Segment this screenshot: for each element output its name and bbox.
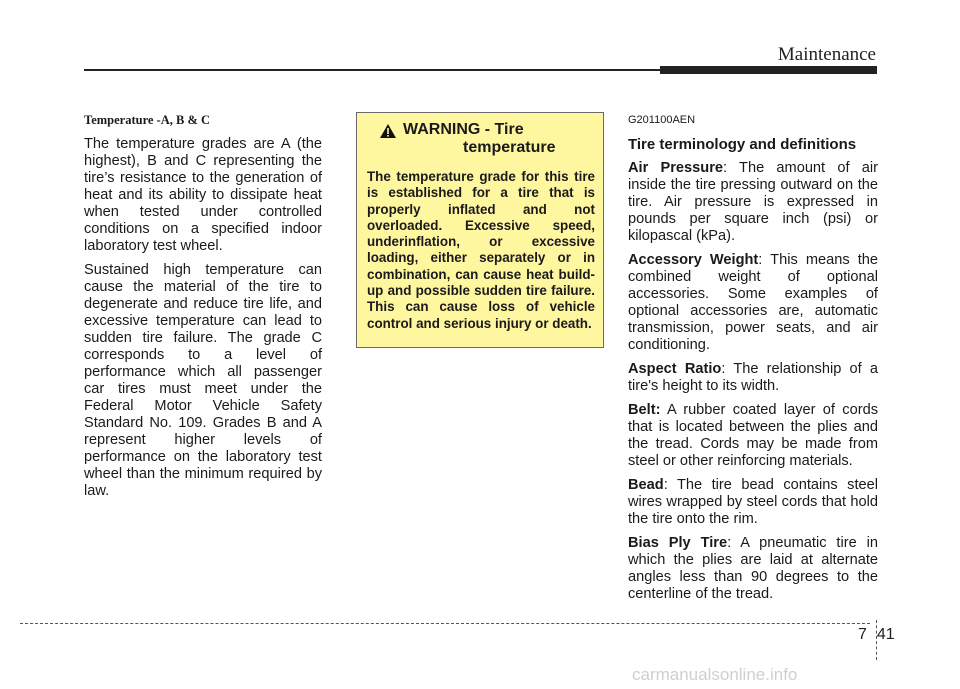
definition-text: : The amount of air inside the tire pressing outward on the tire. Air pressure is expressed in pounds per square inch (psi) or kilopascal (kPa). <box>628 160 878 244</box>
warning-header <box>367 121 595 165</box>
chapter-number: 7 <box>858 626 867 643</box>
warning-triangle-icon <box>379 123 397 139</box>
definition-item <box>628 402 878 470</box>
page-number <box>858 626 895 644</box>
definition-text: A rubber coated layer of cords that is located between the plies and the tread. Cords may be made from steel or other reinforcing materials. <box>628 402 878 469</box>
left-column <box>84 112 322 507</box>
watermark: carmanualsonline.info <box>632 665 798 684</box>
page-header-title: Maintenance <box>777 44 876 65</box>
definition-text: : This means the combined weight of optional accessories. Some examples of optional accessories are, automatic transmission, power seats, and air conditioning. <box>628 252 878 353</box>
definition-term: Air Pressure <box>628 160 723 176</box>
right-column <box>628 112 878 610</box>
definition-term: Belt: <box>628 402 661 418</box>
warning-box <box>356 112 604 348</box>
header-rule <box>84 69 666 71</box>
warning-title <box>403 121 603 157</box>
header-bar <box>660 66 877 74</box>
paragraph: Sustained high temperature can cause the material of the tire to degenerate and reduce tire life, and excessive temperature can lead to sudden tire failure. The grade C corresponds to a level of performance which all passenger car tires must meet under the Federal Motor Vehicle Safety Standard No. 109. Grades B and A represent higher levels of performance on the laboratory test wheel than the minimum required by law. <box>84 262 322 499</box>
definition-item <box>628 477 878 528</box>
definition-term: Bead <box>628 477 664 493</box>
paragraph: The temperature grades are A (the highest), B and C representing the tire’s resistance to the generation of heat and its ability to dissipate heat when tested under controlled conditions on a specified indoor laboratory test wheel. <box>84 136 322 254</box>
definition-item <box>628 361 878 395</box>
warning-title-line2: temperature <box>463 139 556 156</box>
definition-text: : The tire bead contains steel wires wrapped by steel cords that hold the tire onto the rim. <box>628 477 878 527</box>
temperature-subhead: Temperature -A, B & C <box>84 113 211 127</box>
definition-text: : A pneumatic tire in which the plies are laid at alternate angles less than 90 degrees to the centerline of the tread. <box>628 535 878 602</box>
definition-term: Aspect Ratio <box>628 361 722 377</box>
warning-title-line1: WARNING - Tire <box>403 121 524 138</box>
section-code: G201100AEN <box>628 114 696 126</box>
definition-item <box>628 160 878 245</box>
section-title: Tire terminology and definitions <box>628 136 857 153</box>
warning-text: The temperature grade for this tire is established for a tire that is properly inflated and not overloaded. Excessive speed, underinflation, or excessive loading, either separately or in combination, can cause heat build-up and possible sudden tire failure. This can cause loss of vehicle control and serious injury or death. <box>367 169 595 331</box>
definition-term: Accessory Weight <box>628 252 759 268</box>
definition-item <box>628 252 878 354</box>
definition-item <box>628 535 878 603</box>
footer-dashed-line <box>20 623 870 624</box>
definition-term: Bias Ply Tire <box>628 535 728 551</box>
definition-text: : The relationship of a tire's height to its width. <box>628 361 878 394</box>
page-number-value: 41 <box>876 626 895 643</box>
